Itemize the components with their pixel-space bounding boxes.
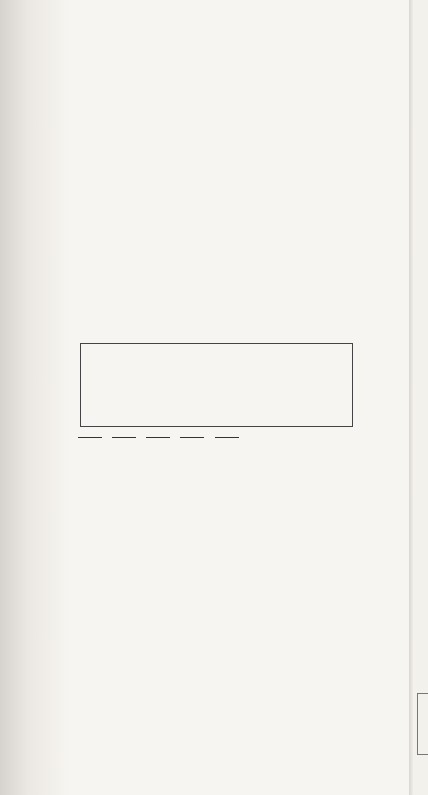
answer-45 (215, 430, 239, 440)
next-page-box (417, 693, 428, 755)
answer-41 (78, 430, 102, 440)
answer-43 (146, 430, 170, 440)
answer-44 (180, 430, 204, 440)
worksheet-page (78, 0, 410, 795)
answer-42 (112, 430, 136, 440)
answer-row (78, 430, 247, 440)
binding-shadow (0, 0, 70, 795)
next-page-edge (413, 0, 428, 795)
options-box (80, 343, 353, 427)
